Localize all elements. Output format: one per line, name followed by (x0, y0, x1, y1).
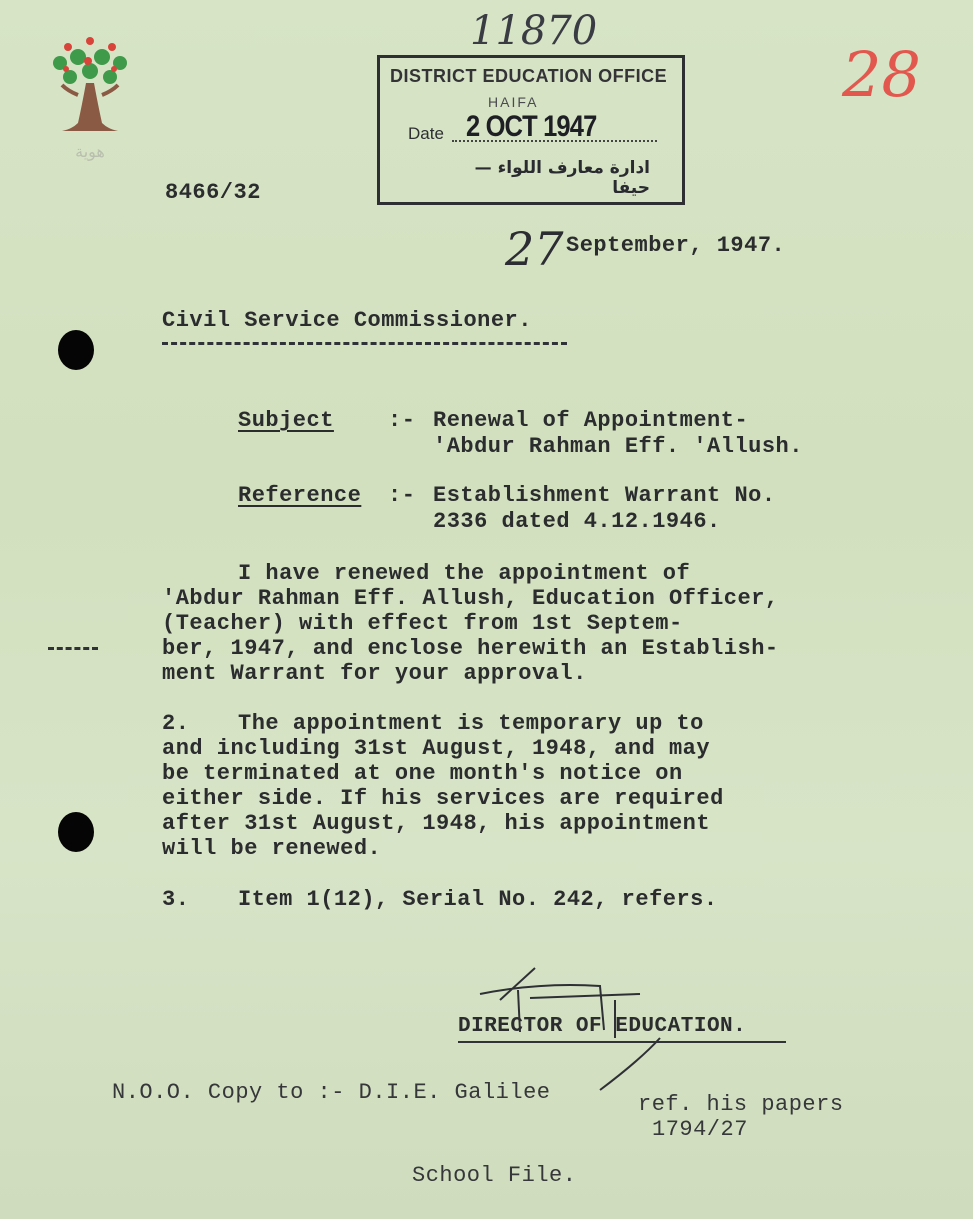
office-stamp (377, 55, 685, 205)
handwritten-file-number: 11870 (470, 8, 598, 54)
reference-label: Reference (238, 483, 362, 508)
reference-line-1: Establishment Warrant No. (433, 483, 776, 508)
tree-logo-icon (48, 35, 133, 185)
reference-separator: :- (388, 483, 416, 508)
letter-date: September, 1947. (566, 233, 786, 258)
para2-line-6: will be renewed. (162, 836, 382, 861)
para2-line-3: be terminated at one month's notice on (162, 761, 683, 786)
stamp-date-label: Date (408, 124, 444, 143)
subject-label: Subject (238, 408, 334, 433)
para2-line-2: and including 31st August, 1948, and may (162, 736, 711, 761)
copy-to-line: N.O.O. Copy to :- D.I.E. Galilee (112, 1080, 551, 1105)
copy-reference-2: 1794/27 (652, 1117, 748, 1142)
para1-line-2: 'Abdur Rahman Eff. Allush, Education Officer, (162, 586, 779, 611)
para1-line-1: I have renewed the appointment of (238, 561, 691, 586)
signature-title: DIRECTOR OF EDUCATION. (458, 1015, 747, 1038)
stamp-city: HAIFA (488, 94, 539, 110)
para2-number: 2. (162, 711, 190, 736)
school-file-line: School File. (412, 1163, 577, 1188)
para1-line-4: ber, 1947, and enclose herewith an Establish- (162, 636, 779, 661)
handwritten-day: 27 (505, 222, 564, 276)
para1-line-5: ment Warrant for your approval. (162, 661, 587, 686)
addressee-underline (162, 342, 567, 345)
logo-wordmark: هوية (75, 142, 105, 161)
para2-line-5: after 31st August, 1948, his appointment (162, 811, 711, 836)
stamp-date-value: 2 OCT 1947 (466, 110, 597, 143)
addressee: Civil Service Commissioner. (162, 308, 532, 333)
subject-line-1: Renewal of Appointment- (433, 408, 749, 433)
subject-separator: :- (388, 408, 416, 433)
margin-mark (48, 647, 98, 650)
para2-line-4: either side. If his services are required (162, 786, 724, 811)
para1-line-3: (Teacher) with effect from 1st Septem- (162, 611, 683, 636)
signature-line (458, 1041, 786, 1043)
para3-number: 3. (162, 887, 190, 912)
subject-line-2: 'Abdur Rahman Eff. 'Allush. (433, 434, 803, 459)
punch-hole-top (58, 330, 94, 370)
reference-number: 8466/32 (165, 180, 261, 205)
reference-line-2: 2336 dated 4.12.1946. (433, 509, 721, 534)
handwritten-red-number: 28 (842, 38, 921, 111)
punch-hole-bottom (58, 812, 94, 852)
para2-line-1: The appointment is temporary up to (238, 711, 704, 736)
stamp-office-name: DISTRICT EDUCATION OFFICE (390, 66, 668, 86)
copy-reference-1: ref. his papers (638, 1092, 844, 1117)
para3-text: Item 1(12), Serial No. 242, refers. (238, 887, 718, 912)
stamp-arabic-text: ادارة معارف اللواء — حيفا (474, 158, 650, 198)
